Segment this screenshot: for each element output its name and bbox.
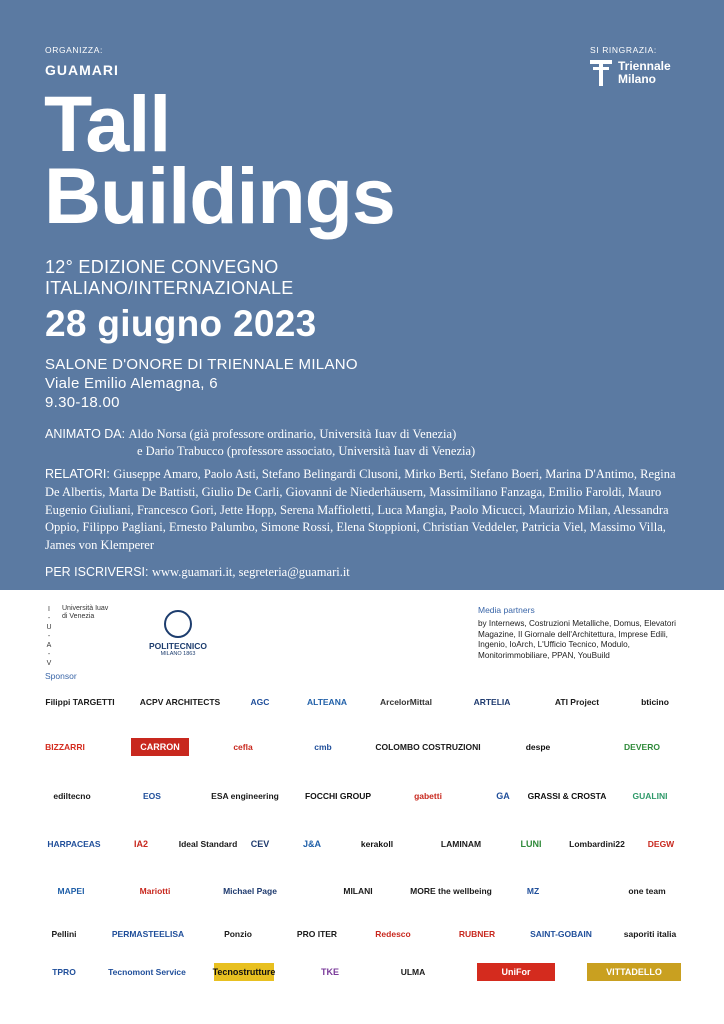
sponsor-logo: bticino	[641, 697, 669, 707]
sponsor-logo: ACPV ARCHITECTS	[139, 697, 221, 707]
animated-line-2: e Dario Trabucco (professore associato, Università Iuav di Venezia)	[137, 444, 476, 458]
sponsor-logo: LAMINAM	[440, 839, 482, 849]
sponsor-label: Sponsor	[45, 671, 77, 681]
sponsor-logo: Redesco	[375, 929, 411, 939]
sponsor-logo: EOS	[143, 791, 161, 801]
triennale-t-icon	[590, 60, 612, 86]
sponsor-logo: CARRON	[131, 738, 189, 756]
event-date: 28 giugno 2023	[45, 303, 317, 344]
sponsor-logo: DEVERO	[624, 742, 660, 752]
polimi-name: POLITECNICO	[148, 641, 208, 651]
sponsor-logo: despe	[525, 742, 551, 752]
sponsor-logo: MAPEI	[57, 886, 85, 896]
event-venue	[45, 355, 358, 412]
triennale-logo	[590, 60, 671, 86]
sponsor-logo: SAINT-GOBAIN	[530, 929, 592, 939]
polimi-logo	[143, 610, 213, 657]
sponsor-logo: GUALINI	[632, 791, 668, 801]
sponsor-logo: FOCCHI GROUP	[304, 791, 372, 801]
sponsor-logo: HARPACEAS	[47, 839, 101, 849]
sponsor-logo: gabetti	[414, 791, 442, 801]
speakers	[45, 466, 685, 555]
register-contacts[interactable]: www.guamari.it, segreteria@guamari.it	[151, 565, 350, 579]
sponsor-logo: TKE	[321, 967, 339, 977]
sponsor-logo: Ideal Standard	[178, 839, 238, 849]
sponsor-logo: Michael Page	[223, 886, 277, 896]
media-label: Media partners	[478, 605, 535, 615]
sponsor-logo: MORE the wellbeing	[410, 886, 492, 896]
sponsor-logo: Filippi TARGETTI	[45, 697, 115, 707]
edition-text	[45, 257, 294, 299]
sponsor-logo: Mariotti	[139, 886, 171, 896]
sponsor-logo: cefla	[233, 742, 253, 752]
sponsor-logo: TPRO	[52, 967, 76, 977]
sponsor-logo: Lombardini22	[569, 839, 625, 849]
edition-line-2: ITALIANO/INTERNAZIONALE	[45, 278, 294, 298]
iuav-letter: I	[48, 606, 50, 613]
polimi-seal-icon	[164, 610, 192, 638]
sponsor-logo: COLOMBO COSTRUZIONI	[375, 742, 481, 752]
sponsor-logo: saporiti italia	[623, 929, 677, 939]
iuav-logo: I - U - A - V Università Iuav di Venezia	[40, 605, 108, 668]
sponsor-logo: ATI Project	[554, 697, 600, 707]
speakers-list: Giuseppe Amaro, Paolo Asti, Stefano Belingardi Clusoni, Mirko Berti, Stefano Boeri, Marina D'Antimo, Regina De Albertis, Marta De Battisti, Giulio De Carli, Giovanni de Niederhäusern, Massimiliano Fanzaga, Emilio Faroldi, Mauro Eugenio Giuliani, Francesco Gori, Jette Hopp, Serena Maffioletti, Luca Mangia, Paolo Micucci, Maurizio Milan, Alessandra Oppio, Filippo Pagliani, Ernesto Palumbo, Simone Rossi, Elena Stoppioni, Christian Veddeler, Patricia Viel, Massimo Villa, James von Klemperer	[45, 467, 676, 553]
register	[45, 565, 350, 580]
event-time: 9.30-18.00	[45, 394, 120, 411]
sponsor-logo: ArcelorMittal	[380, 697, 432, 707]
media-list: by Internews, Costruzioni Metalliche, Domus, Elevatori Magazine, Il Giornale dell'Architettura, Imprese Edili, Ingenio, IoArch, L'Ufficio Tecnico, Modulo, Monitorimmobiliare, PPAN, YouBuild	[478, 618, 676, 661]
iuav-letter: U	[46, 624, 52, 631]
sponsor-logo: CEV	[250, 839, 270, 849]
sponsor-logo: GRASSI & CROSTA	[527, 791, 607, 801]
sponsor-logo: Pellini	[51, 929, 77, 939]
sponsor-logo: VITTADELLO	[587, 963, 681, 981]
sponsor-logo: cmb	[314, 742, 332, 752]
venue-name: SALONE D'ONORE DI TRIENNALE MILANO	[45, 356, 358, 373]
iuav-letter: A	[46, 642, 52, 649]
iuav-letter: V	[46, 660, 52, 667]
title-line-2: Buildings	[44, 151, 395, 240]
iuav-text-2: di Venezia	[62, 613, 95, 620]
sponsor-logo: J&A	[302, 839, 321, 849]
animated-label: ANIMATO DA:	[45, 427, 126, 441]
polimi-sub: MILANO 1863	[160, 651, 196, 657]
triennale-name-1: Triennale	[618, 59, 671, 73]
sponsor-logo: ARTELIA	[473, 697, 511, 707]
venue-address: Viale Emilio Alemagna, 6	[45, 375, 218, 392]
thanks-label: SI RINGRAZIA:	[590, 45, 657, 55]
sponsor-logo: ULMA	[400, 967, 426, 977]
animated-line-1: Aldo Norsa (già professore ordinario, Università Iuav di Venezia)	[128, 427, 457, 441]
animated-by	[45, 426, 475, 460]
speakers-label: RELATORI:	[45, 467, 110, 481]
title-line-1: Tall	[44, 79, 171, 168]
iuav-text-1: Università Iuav	[62, 605, 109, 612]
sponsor-logo: GA	[496, 791, 510, 801]
triennale-name-2: Milano	[618, 72, 656, 86]
sponsor-logo: LUNI	[520, 839, 542, 849]
sponsor-logo: PRO ITER	[296, 929, 338, 939]
organizer-label: ORGANIZZA:	[45, 45, 103, 55]
sponsor-logo: MZ	[526, 886, 540, 896]
sponsor-logo: ediltecno	[53, 791, 91, 801]
sponsor-logo: one team	[628, 886, 666, 896]
sponsor-logo: Tecnostrutture	[214, 963, 274, 981]
sponsor-logo: Tecnomont Service	[108, 967, 186, 977]
sponsor-logo: ESA engineering	[211, 791, 279, 801]
register-label: PER ISCRIVERSI:	[45, 565, 149, 579]
sponsor-logo: DEGW	[647, 839, 675, 849]
sponsor-logo: ALTEANA	[307, 697, 347, 707]
sponsor-logo: IA2	[133, 839, 148, 849]
edition-line-1: 12° EDIZIONE CONVEGNO	[45, 257, 279, 277]
media-partners	[478, 605, 688, 662]
sponsor-logo: RUBNER	[458, 929, 496, 939]
sponsor-logo: AGC	[250, 697, 270, 707]
sponsor-logo: UniFor	[477, 963, 555, 981]
sponsor-logo: BIZZARRI	[45, 742, 85, 752]
sponsor-logo: MILANI	[343, 886, 373, 896]
organizer-name: GUAMARI	[45, 62, 119, 78]
sponsor-logo: PERMASTEELISA	[111, 929, 185, 939]
sponsor-logo: kerakoll	[360, 839, 394, 849]
event-title	[44, 79, 395, 240]
sponsor-logo: Ponzio	[224, 929, 252, 939]
